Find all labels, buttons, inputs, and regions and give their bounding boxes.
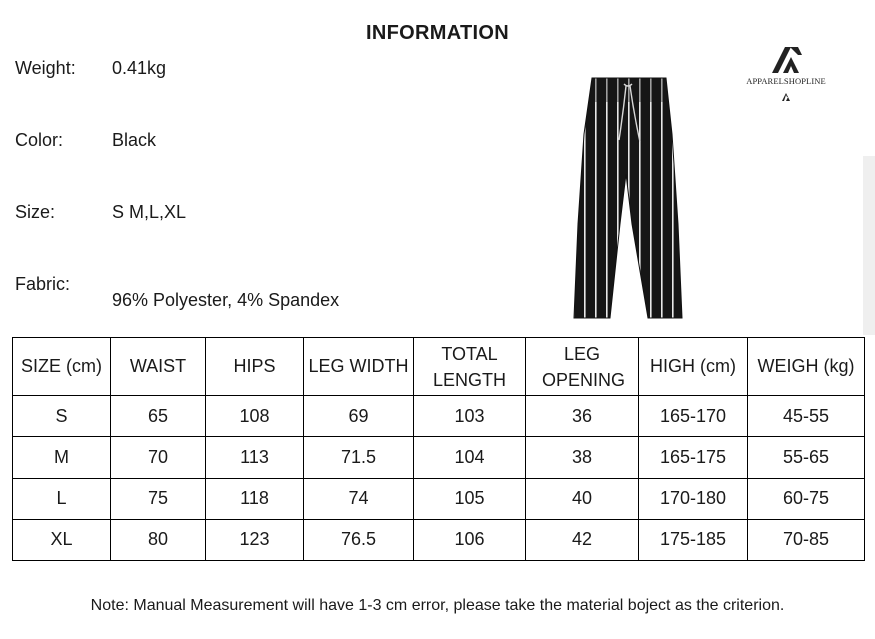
table-cell: 165-175: [639, 437, 748, 478]
table-cell: 71.5: [304, 437, 414, 478]
table-cell: 45-55: [748, 396, 865, 437]
weight-label: Weight:: [15, 58, 76, 78]
table-cell: 65: [111, 396, 206, 437]
color-value: Black: [112, 130, 157, 150]
striped-pants-image: [568, 74, 688, 320]
table-row: [13, 437, 865, 478]
brand-logo: [738, 42, 834, 104]
table-cell: 123: [206, 519, 304, 560]
page-title: INFORMATION: [366, 22, 509, 44]
col-header-size: SIZE (cm): [13, 338, 111, 396]
col-header-total-length-text: TOTAL LENGTH: [432, 343, 506, 390]
table-cell: L: [13, 478, 111, 519]
table-cell: 106: [414, 519, 526, 560]
col-header-leg-width: LEG WIDTH: [304, 338, 414, 396]
table-row: [13, 396, 865, 437]
table-cell: XL: [13, 519, 111, 560]
size-chart-table: [12, 337, 865, 561]
table-cell: 118: [206, 478, 304, 519]
table-cell: S: [13, 396, 111, 437]
col-header-waist: WAIST: [111, 338, 206, 396]
table-cell: 113: [206, 437, 304, 478]
col-header-high: HIGH (cm): [639, 338, 748, 396]
table-cell: 69: [304, 396, 414, 437]
brand-small-icon: [780, 90, 792, 102]
fabric-value: 96% Polyester, 4% Spandex: [112, 290, 340, 310]
table-row: [13, 519, 865, 560]
col-header-total-length: [414, 338, 526, 396]
scrollbar-track[interactable]: [863, 156, 875, 335]
table-cell: 60-75: [748, 478, 865, 519]
table-cell: 105: [414, 478, 526, 519]
table-cell: 76.5: [304, 519, 414, 560]
table-cell: 74: [304, 478, 414, 519]
table-cell: 103: [414, 396, 526, 437]
table-row: [13, 478, 865, 519]
table-cell: 38: [526, 437, 639, 478]
table-header-row: [13, 338, 865, 396]
table-cell: 36: [526, 396, 639, 437]
brand-name: APPARELSHOPLINE: [746, 76, 826, 86]
size-value: S M,L,XL: [112, 202, 187, 222]
table-cell: 75: [111, 478, 206, 519]
table-cell: 55-65: [748, 437, 865, 478]
table-cell: 80: [111, 519, 206, 560]
col-header-leg-opening: [526, 338, 639, 396]
color-label: Color:: [15, 130, 64, 150]
fabric-label: Fabric:: [15, 274, 71, 294]
col-header-weigh: WEIGH (kg): [748, 338, 865, 396]
table-cell: 170-180: [639, 478, 748, 519]
table-cell: 42: [526, 519, 639, 560]
table-cell: M: [13, 437, 111, 478]
table-cell: 165-170: [639, 396, 748, 437]
weight-value: 0.41kg: [112, 58, 167, 78]
brand-mountain-icon: [738, 42, 834, 76]
table-cell: 104: [414, 437, 526, 478]
table-cell: 108: [206, 396, 304, 437]
table-cell: 70-85: [748, 519, 865, 560]
col-header-leg-opening-text: LEG OPENING: [542, 343, 626, 390]
table-cell: 70: [111, 437, 206, 478]
col-header-hips: HIPS: [206, 338, 304, 396]
table-cell: 40: [526, 478, 639, 519]
size-label: Size:: [15, 202, 56, 222]
measurement-note: Note: Manual Measurement will have 1-3 cm error, please take the material boject as the criterion.: [90, 597, 785, 614]
table-cell: 175-185: [639, 519, 748, 560]
